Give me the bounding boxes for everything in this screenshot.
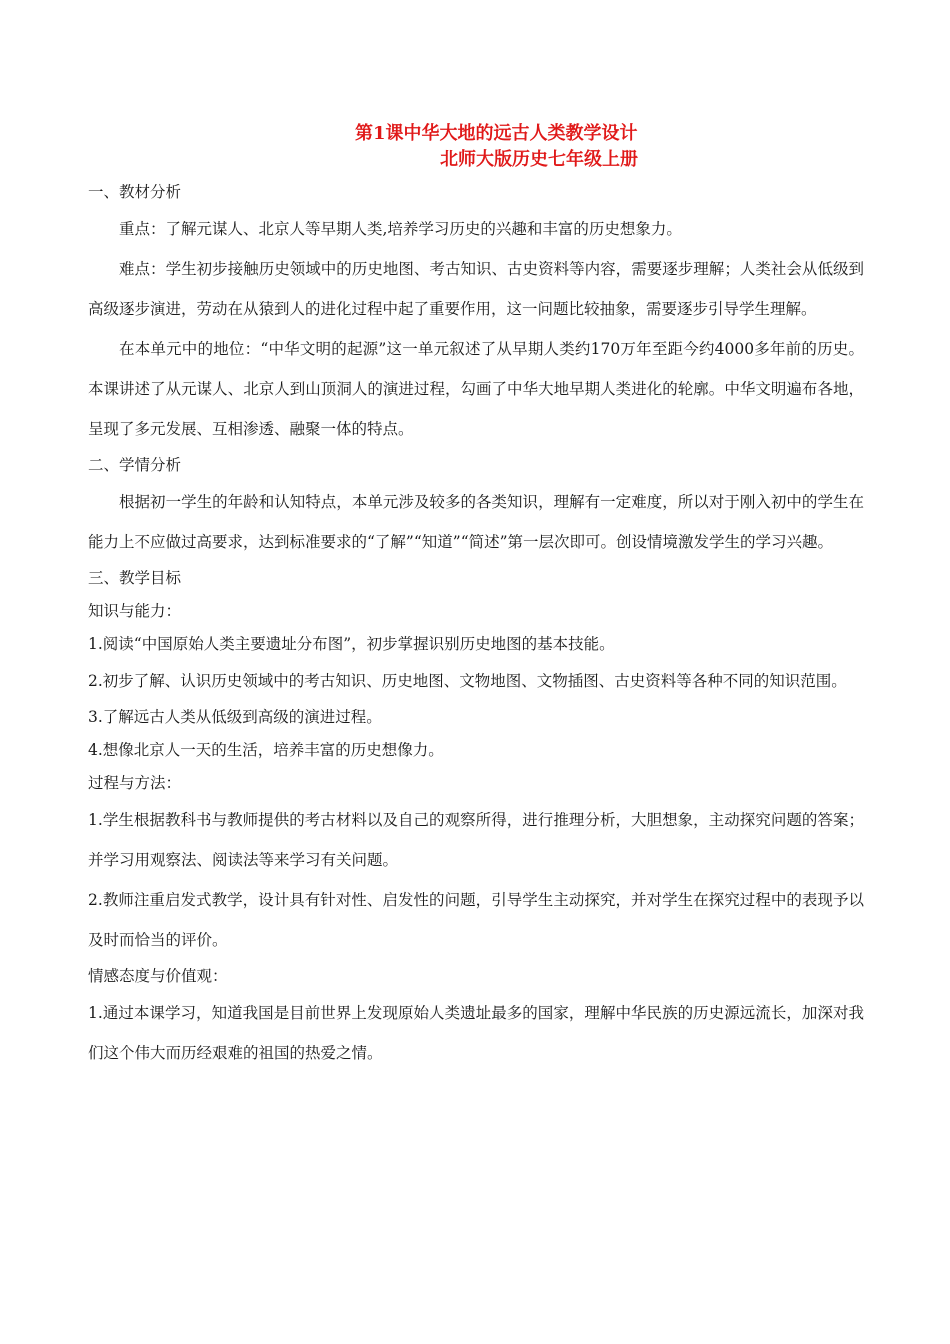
paragraph-key-points: 重点：了解元谋人、北京人等早期人类,培养学习历史的兴趣和丰富的历史想象力。 xyxy=(119,220,682,238)
subsection-label: 知识与能力： xyxy=(88,602,182,620)
list-item: 3.了解远古人类从低级到高级的演进过程。 xyxy=(88,708,382,726)
subsection-label: 过程与方法： xyxy=(88,774,182,792)
paragraph-unit-position: 在本单元中的地位：“中华文明的起源”这一单元叙述了从早期人类约170万年至距今约4000多年前的历史。本课讲述了从元谋人、北京人到山顶洞人的演进过程，勾画了中华大地早期人类进化的轮廓。中华文明遍布各地，呈现了多元发展、互相渗透、融聚一体的特点。 xyxy=(88,340,864,438)
paragraph-student-analysis: 根据初一学生的年龄和认知特点，本单元涉及较多的各类知识，理解有一定难度，所以对于刚入初中的学生在能力上不应做过高要求，达到标准要求的“了解”“知道”“简述”第一层次即可。创设情境激发学生的学习兴趣。 xyxy=(88,493,864,551)
section-heading: 三、教学目标 xyxy=(88,569,182,587)
list-item: 2.初步了解、认识历史领域中的考古知识、历史地图、文物地图、文物插图、古史资料等各种不同的知识范围。 xyxy=(88,672,847,690)
section-heading: 二、学情分析 xyxy=(88,456,182,474)
section-heading: 一、教材分析 xyxy=(88,183,182,201)
subsection-label: 情感态度与价值观： xyxy=(88,967,228,985)
document-subtitle: 北师大版历史七年级上册 xyxy=(440,149,638,170)
list-item: 4.想像北京人一天的生活，培养丰富的历史想像力。 xyxy=(88,741,444,759)
list-item: 1.通过本课学习，知道我国是目前世界上发现原始人类遗址最多的国家，理解中华民族的历史源远流长，加深对我们这个伟大而历经艰难的祖国的热爱之情。 xyxy=(88,1004,864,1062)
list-item: 1.阅读“中国原始人类主要遗址分布图”，初步掌握识别历史地图的基本技能。 xyxy=(88,635,615,653)
document-body xyxy=(88,176,864,1073)
document-title: 第1课中华大地的远古人类教学设计 xyxy=(355,123,638,144)
paragraph-difficulties: 难点：学生初步接触历史领域中的历史地图、考古知识、古史资料等内容，需要逐步理解；人类社会从低级到高级逐步演进，劳动在从猿到人的进化过程中起了重要作用，这一问题比较抽象，需要逐步引导学生理解。 xyxy=(88,260,864,318)
list-item: 1.学生根据教科书与教师提供的考古材料以及自己的观察所得，进行推理分析，大胆想象，主动探究问题的答案；并学习用观察法、阅读法等来学习有关问题。 xyxy=(88,811,864,869)
list-item: 2.教师注重启发式教学，设计具有针对性、启发性的问题，引导学生主动探究，并对学生在探究过程中的表现予以及时而恰当的评价。 xyxy=(88,891,864,949)
